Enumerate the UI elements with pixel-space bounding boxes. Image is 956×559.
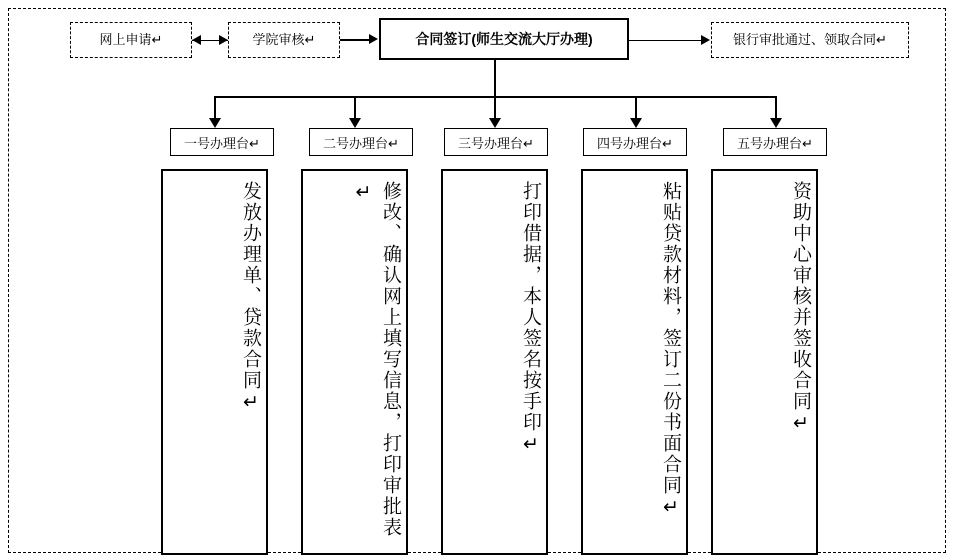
desk-head-2-label: 二号办理台↵: [323, 135, 399, 151]
connector-college-sign: [340, 39, 370, 41]
arrow-apply-left: [192, 35, 201, 45]
bus-drop-line: [494, 60, 496, 97]
bus-branch-3: [494, 96, 496, 119]
desk-body-3: [441, 169, 548, 555]
desk-head-1-label: 一号办理台↵: [184, 135, 260, 151]
node-college-review: [228, 22, 340, 58]
arrow-bank-right: [701, 35, 710, 45]
desk-head-1: [170, 128, 274, 156]
bus-branch-4: [635, 96, 637, 119]
arrow-down-desk-3: [489, 118, 501, 128]
desk-head-5: [723, 128, 827, 156]
desk-head-5-label: 五号办理台↵: [737, 135, 813, 151]
node-college-review-label: 学院审核↵: [252, 31, 316, 47]
desk-head-2: [309, 128, 413, 156]
arrow-college-right: [219, 35, 228, 45]
arrow-down-desk-5: [770, 118, 782, 128]
desk-head-4: [583, 128, 687, 156]
bus-branch-2: [354, 96, 356, 119]
desk-body-5-text: 资助中心审核并签收合同↵: [790, 181, 811, 436]
desk-body-5: [711, 169, 818, 555]
arrow-down-desk-1: [209, 118, 221, 128]
connector-sign-bank: [629, 40, 703, 41]
arrow-down-desk-2: [349, 118, 361, 128]
node-sign-contract-label: 合同签订(师生交流大厅办理): [415, 30, 593, 47]
desk-head-4-label: 四号办理台↵: [597, 135, 673, 151]
desk-body-2-text: 修改、确认网上填写信息，打印审批表↵: [352, 181, 401, 538]
desk-body-2: [301, 169, 408, 555]
desk-body-1: [161, 169, 268, 555]
desk-body-4: [581, 169, 688, 555]
bus-branch-1: [214, 96, 216, 119]
node-bank-approve-label: 银行审批通过、领取合同↵: [733, 31, 887, 47]
desk-body-4-text: 粘贴贷款材料，签订二份书面合同↵: [660, 181, 681, 520]
node-apply: [70, 22, 192, 58]
desk-body-3-text: 打印借据，本人签名按手印↵: [520, 181, 541, 457]
node-bank-approve: [711, 22, 909, 58]
desk-head-3: [444, 128, 548, 156]
arrow-sign-right: [369, 34, 378, 44]
bus-branch-5: [775, 96, 777, 119]
node-sign-contract: [379, 18, 629, 60]
node-apply-label: 网上申请↵: [99, 31, 163, 47]
desk-body-1-text: 发放办理单、贷款合同↵: [240, 181, 261, 415]
desk-head-3-label: 三号办理台↵: [458, 135, 534, 151]
arrow-down-desk-4: [630, 118, 642, 128]
